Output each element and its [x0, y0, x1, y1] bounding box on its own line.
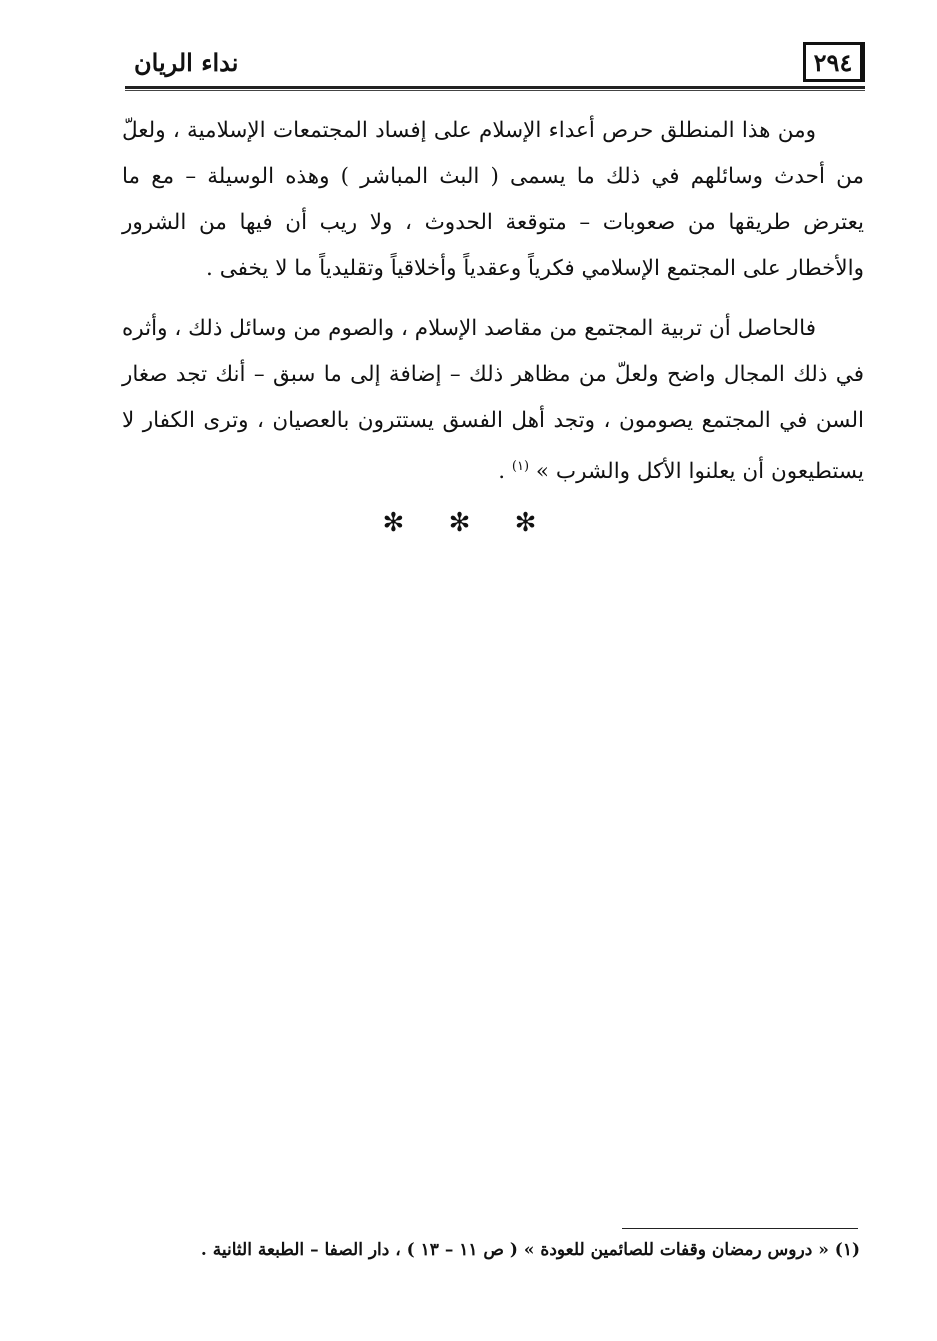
paragraph-2-end: . [498, 459, 512, 485]
paragraph-2-text: فالحاصل أن تربية المجتمع من مقاصد الإسلام ، والصوم من وسائل ذلك ، وأثره في ذلك المجال واضح ولعلّ من مظاهر ذلك – إضافة إلى ما سبق – أنك تجد صغار السن في المجتمع يصومون ، وتجد أهل الفسق يستترون بالعصيان ، وترى الكفار لا يستطيعون أن يعلنوا الأكل والشرب » [122, 316, 864, 485]
body-text [122, 108, 864, 509]
footnote-reference: (١) [511, 459, 530, 474]
paragraph-1: ومن هذا المنطلق حرص أعداء الإسلام على إفساد المجتمعات الإسلامية ، ولعلّ من أحدث وسائلهم في ذلك ما يسمى ( البث المباشر ) وهذه الوسيلة – مع ما يعترض طريقها من صعوبات – متوقعة الحدوث ، ولا ريب أن فيها من الشرور والأخطار على المجتمع الإسلامي فكرياً وعقدياً وأخلاقياً وتقليدياً ما لا يخفى . [122, 118, 864, 281]
paragraph-2 [122, 306, 864, 495]
page-number: ٢٩٤ [803, 42, 865, 82]
footnote-1: (١) « دروس رمضان وقفات للصائمين للعودة » ( ص ١١ – ١٣ ) ، دار الصفا – الطبعة الثانية . [200, 1240, 860, 1260]
section-separator: ✻ ✻ ✻ [382, 508, 555, 538]
running-title: نداء الريان [134, 48, 239, 77]
header-rule [125, 86, 865, 91]
page-header [120, 38, 865, 90]
footnote-rule [622, 1228, 858, 1229]
